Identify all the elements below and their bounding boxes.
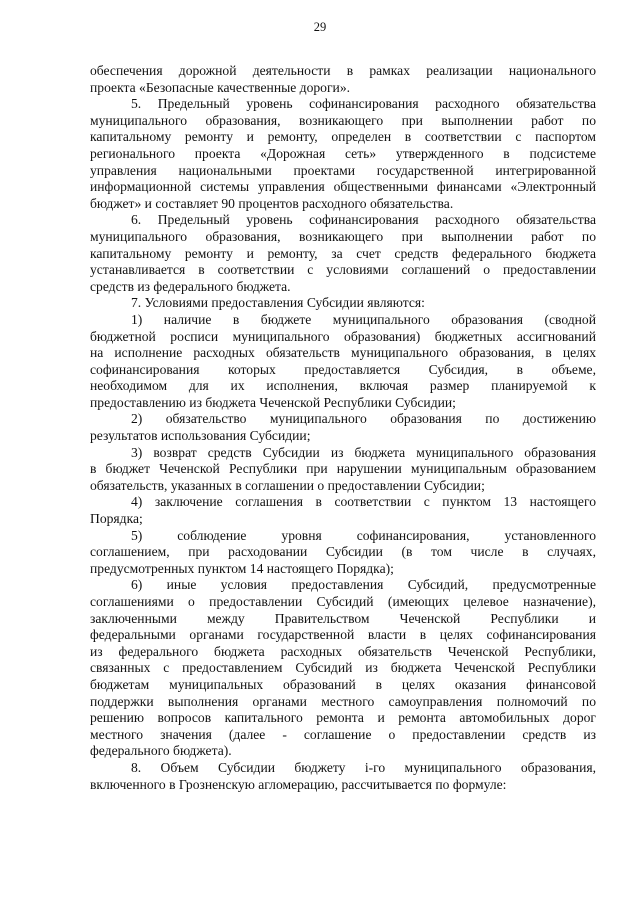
text-line: управления национальными проектами государственной интегрированной (90, 162, 596, 178)
text-line: информационной системы управления общественными финансами «Электронный (90, 179, 596, 195)
text-line: предусмотренных пунктом 14 настоящего Порядка); (90, 560, 394, 576)
text-line: соглашением, при расходовании Субсидии (в том числе в случаях, (90, 544, 596, 560)
text-line: решению вопросов капитального ремонта и ремонта автомобильных дорог (90, 710, 596, 726)
text-line: результатов использования Субсидии; (90, 428, 311, 444)
text-line: необходимом для их исполнения, включая размер планируемой к (90, 378, 596, 394)
text-line: капитальному ремонту и ремонту, за счет средств федерального бюджета (90, 245, 596, 261)
text-line: 8. Объем Субсидии бюджету i-го муниципального образования, (131, 759, 596, 775)
page-number: 29 (313, 20, 327, 34)
text-line: предоставлению из бюджета Чеченской Республики Субсидии; (90, 394, 456, 410)
text-line: 3) возврат средств Субсидии из бюджета муниципального образования (131, 444, 596, 460)
text-line: муниципального образования, возникающего при выполнении работ по (90, 112, 596, 128)
text-line: регионального проекта «Дорожная сеть» утвержденного в подсистеме (90, 145, 596, 161)
text-line: 6) иные условия предоставления Субсидий, предусмотренные (131, 577, 596, 593)
text-line: в бюджет Чеченской Республики при нарушении муниципальным образованием (90, 461, 596, 477)
text-line: заключенными между Правительством Чеченской Республики и (90, 610, 596, 626)
text-line: софинансирования которых предоставляется Субсидия, в объеме, (90, 361, 596, 377)
text-line: 1) наличие в бюджете муниципального образования (сводной (131, 311, 596, 327)
text-line: устанавливается в соответствии с условиями соглашений о предоставлении (90, 262, 596, 278)
text-line: муниципального образования, возникающего при выполнении работ по (90, 228, 596, 244)
text-line: капитальному ремонту и ремонту, определен в соответствии с паспортом (90, 129, 596, 145)
text-line: местного значения (далее - соглашение о предоставлении средств из (90, 726, 596, 742)
text-line: поддержки выполнения органами местного самоуправления полномочий по (90, 693, 596, 709)
text-line: 7. Условиями предоставления Субсидии являются: (131, 295, 425, 311)
text-line: бюджетам муниципальных образований в целях оказания финансовой (90, 676, 596, 692)
document-body (90, 63, 596, 793)
text-line: бюджет» и составляет 90 процентов расходного обязательства. (90, 195, 454, 211)
text-line: 4) заключение соглашения в соответствии с пунктом 13 настоящего (131, 494, 596, 510)
text-line: 6. Предельный уровень софинансирования расходного обязательства (131, 212, 596, 228)
text-line: 5. Предельный уровень софинансирования расходного обязательства (131, 96, 596, 112)
text-line: соглашениями о предоставлении Субсидий (имеющих целевое назначение), (90, 594, 596, 609)
text-line: 5) соблюдение уровня софинансирования, установленного (131, 527, 596, 543)
text-line: бюджетной росписи муниципального образования) бюджетных ассигнований (90, 328, 596, 344)
text-line: федерального бюджета). (90, 743, 232, 759)
text-line: проекта «Безопасные качественные дороги». (90, 79, 351, 95)
text-line: обеспечения дорожной деятельности в рамках реализации национального (90, 63, 596, 78)
text-line: 2) обязательство муниципального образования по достижению (131, 411, 596, 427)
text-line: включенного в Грозненскую агломерацию, рассчитывается по формуле: (90, 776, 507, 792)
text-line: Порядка; (90, 511, 143, 527)
text-line: на исполнение расходных обязательств муниципального образования, в целях (90, 345, 596, 361)
text-line: связанных с предоставлением Субсидий из бюджета Чеченской Республики (90, 660, 596, 676)
text-line: обязательств, указанных в соглашении о предоставлении Субсидии; (90, 477, 485, 493)
text-line: из федерального бюджета расходных обязательств Чеченской Республики, (90, 643, 596, 659)
text-line: средств из федерального бюджета. (90, 278, 291, 294)
text-line: федеральными органами государственной власти в целях софинансирования (90, 627, 596, 643)
